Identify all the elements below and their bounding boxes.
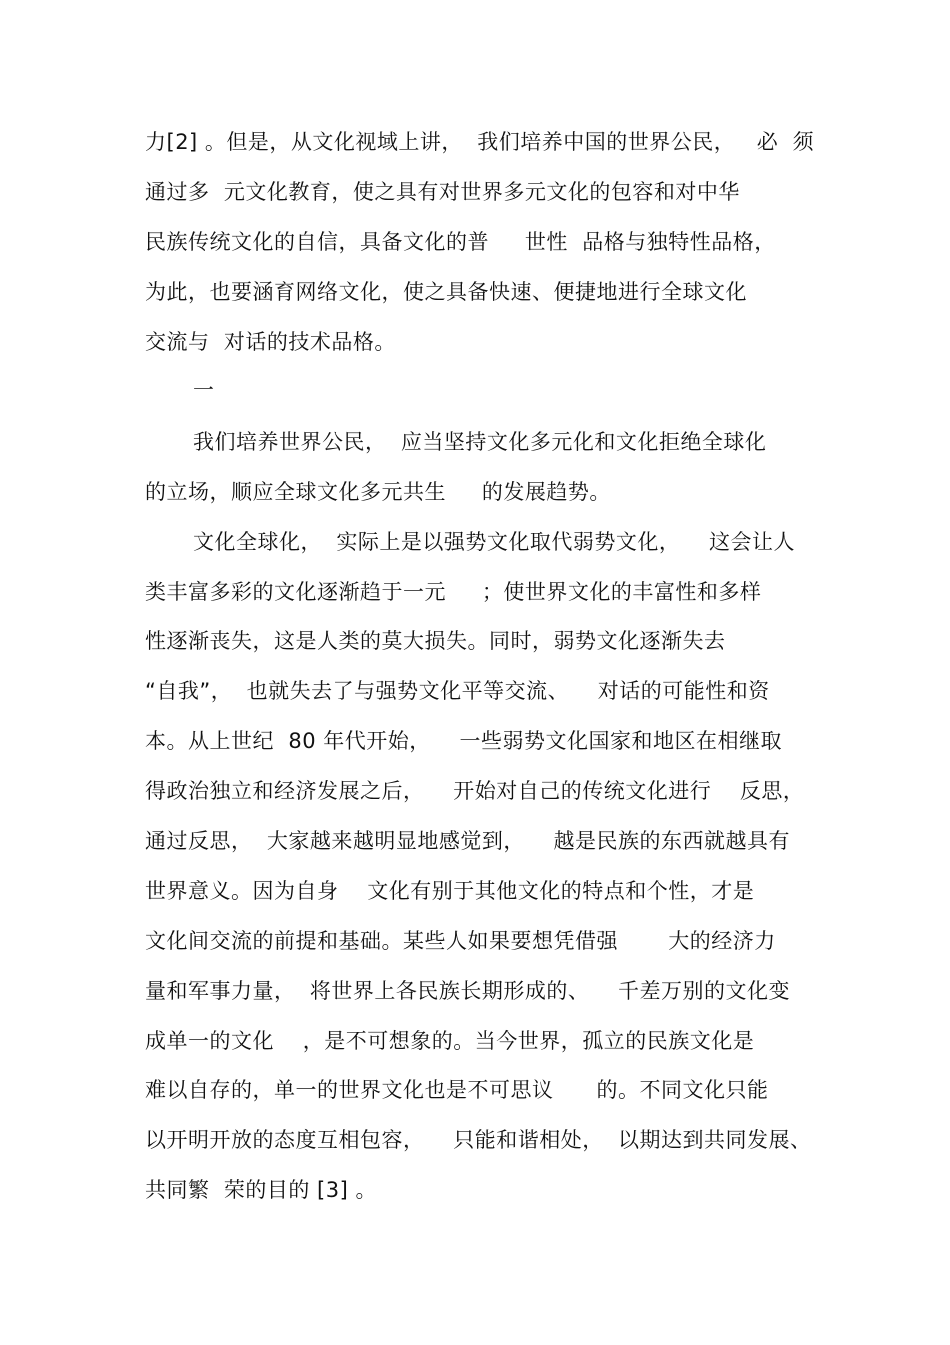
text-line-12: “自我”， 也就失去了与强势文化平等交流、 对话的可能性和资: [145, 679, 770, 703]
text-line-21: 以开明开放的态度互相包容， 只能和谐相处， 以期达到共同发展、: [145, 1128, 812, 1152]
text-line-18: 量和军事力量， 将世界上各民族长期形成的、 千差万别的文化变: [145, 979, 791, 1003]
text-line-10: 类丰富多彩的文化逐渐趋于一元 ；使世界文化的丰富性和多样: [145, 580, 762, 604]
text-line-20: 难以自存的，单一的世界文化也是不可思议 的。不同文化只能: [145, 1078, 769, 1102]
text-line-17: 文化间交流的前提和基础。某些人如果要想凭借强 大的经济力: [145, 929, 776, 953]
text-line-2: 通过多 元文化教育，使之具有对世界多元文化的包容和对中华: [145, 180, 740, 204]
section-heading: 一: [193, 378, 215, 402]
text-line-19: 成单一的文化 ，是不可想象的。当今世界，孤立的民族文化是: [145, 1029, 755, 1053]
text-line-5: 交流与 对话的技术品格。: [145, 330, 396, 354]
text-line-9: 文化全球化， 实际上是以强势文化取代弱势文化， 这会让人: [193, 530, 796, 554]
text-line-16: 世界意义。因为自身 文化有别于其他文化的特点和个性，才是: [145, 879, 755, 903]
text-line-11: 性逐渐丧失，这是人类的莫大损失。同时，弱势文化逐渐失去: [145, 629, 726, 653]
text-line-15: 通过反思， 大家越来越明显地感觉到， 越是民族的东西就越具有: [145, 829, 791, 853]
text-line-4: 为此，也要涵育网络文化，使之具备快速、便捷地进行全球文化: [145, 280, 747, 304]
text-line-14: 得政治独立和经济发展之后， 开始对自己的传统文化进行 反思，: [145, 779, 805, 803]
text-line-1: 力[2] 。但是，从文化视域上讲， 我们培养中国的世界公民， 必 须: [145, 130, 815, 154]
text-line-3: 民族传统文化的自信，具备文化的普 世性 品格与独特性品格，: [145, 230, 776, 254]
text-line-7: 我们培养世界公民， 应当坚持文化多元化和文化拒绝全球化: [193, 430, 767, 454]
text-line-8: 的立场，顺应全球文化多元共生 的发展趋势。: [145, 480, 611, 504]
text-line-22: 共同繁 荣的目的 [3] 。: [145, 1178, 377, 1202]
text-line-13: 本。从上世纪 80 年代开始， 一些弱势文化国家和地区在相继取: [145, 729, 782, 753]
